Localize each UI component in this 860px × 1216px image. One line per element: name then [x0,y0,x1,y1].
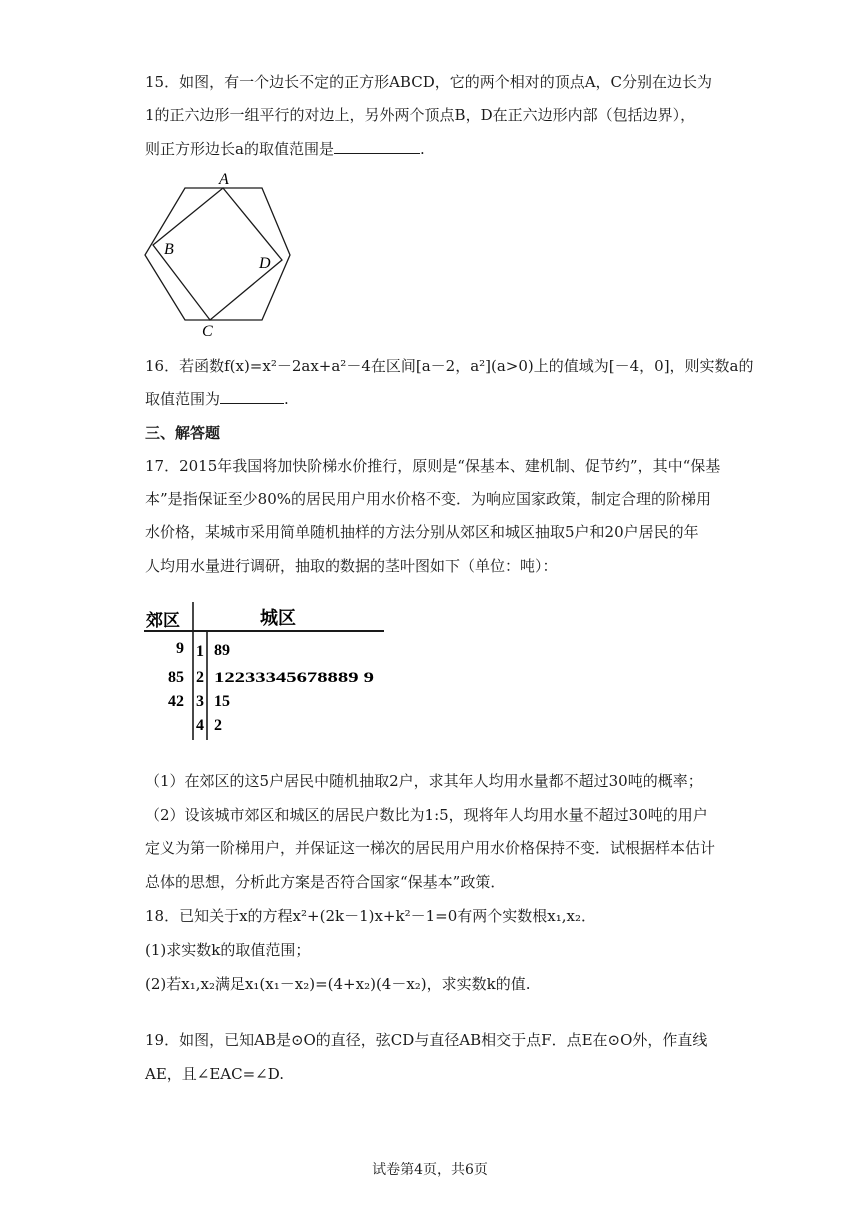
q19-line1: 19．如图，已知AB是⊙O的直径，弦CD与直径AB相交于点F．点E在⊙O外，作直线 [145,1031,708,1049]
row4-stem: 4 [196,717,204,734]
q16-answer-blank [220,389,284,404]
q17-part2-line2: 定义为第一阶梯用户，并保证这一梯次的居民用户用水价格保持不变．试根据样本估计 [145,839,716,857]
q17-line2: 本”是指保证至少80%的居民用户用水价格不变．为响应国家政策，制定合理的阶梯用 [145,490,712,508]
q18-line1: 18．已知关于x的方程x²+(2k－1)x+k²－1=0有两个实数根x₁,x₂． [145,907,596,925]
page-footer: 试卷第4页，共6页 [372,1162,488,1178]
q19-line2: AE，且∠EAC=∠D. [145,1065,285,1083]
q18-part2: (2)若x₁,x₂满足x₁(x₁－x₂)=(4+x₂)(4－x₂)，求实数k的值. [145,975,531,993]
q16-line2 [145,389,289,409]
stemleaf-left-header: 郊区 [146,611,180,630]
q17-part2-line3: 总体的思想，分析此方案是否符合国家“保基本”政策． [145,873,506,891]
stem-leaf-plot [140,600,390,742]
hexagon-square-figure [140,170,300,340]
q16-line1: 16．若函数f(x)=x²－2ax+a²－4在区间[a－2，a²](a>0)上的值域为[－4，0]，则实数a的 [145,357,754,375]
q17-part2-line1: （2）设该城市郊区和城区的居民户数比为1:5，现将年人均用水量不超过30吨的用户 [145,806,708,824]
row2-stem: 2 [196,669,204,686]
q15-line3 [145,139,425,159]
q16-line2-end: . [284,390,289,408]
vertex-label-c: C [202,323,213,340]
vertex-label-d: D [259,255,271,272]
q18-part1: (1)求实数k的取值范围； [145,941,311,959]
vertex-label-b: B [164,241,174,258]
q17-line4: 人均用水量进行调研，抽取的数据的茎叶图如下（单位：吨）： [145,557,558,575]
stemleaf-right-header: 城区 [260,608,296,628]
row3-right: 15 [214,693,230,710]
row4-right: 2 [214,717,222,734]
q15-line2: 1的正六边形一组平行的对边上，另外两个顶点B，D在正六边形内部（包括边界）， [145,106,696,124]
row1-left: 9 [176,640,184,657]
q15-line1: 15．如图，有一个边长不定的正方形ABCD，它的两个相对的顶点A，C分别在边长为 [145,73,713,91]
q15-line3-text: 则正方形边长a的取值范围是 [145,140,334,158]
q15-line3-end: . [419,140,425,158]
row1-right: 89 [214,642,230,659]
q16-line2-text: 取值范围为 [145,390,221,408]
q17-part1: （1）在郊区的这5户居民中随机抽取2户，求其年人均用水量都不超过30吨的概率； [145,772,703,790]
section-heading: 三、解答题 [145,424,221,442]
q17-line1: 17．2015年我国将加快阶梯水价推行，原则是“保基本、建机制、促节约”，其中“保基 [145,457,721,475]
row3-stem: 3 [196,693,204,710]
row1-stem: 1 [196,643,204,660]
q15-answer-blank [334,139,420,154]
row3-left: 42 [168,693,184,710]
row2-left: 85 [168,669,184,686]
row2-right: 12233345678889 9 [214,670,374,686]
vertex-label-a: A [219,171,229,188]
q17-line3: 水价格，某城市采用简单随机抽样的方法分别从郊区和城区抽取5户和20户居民的年 [145,523,699,541]
